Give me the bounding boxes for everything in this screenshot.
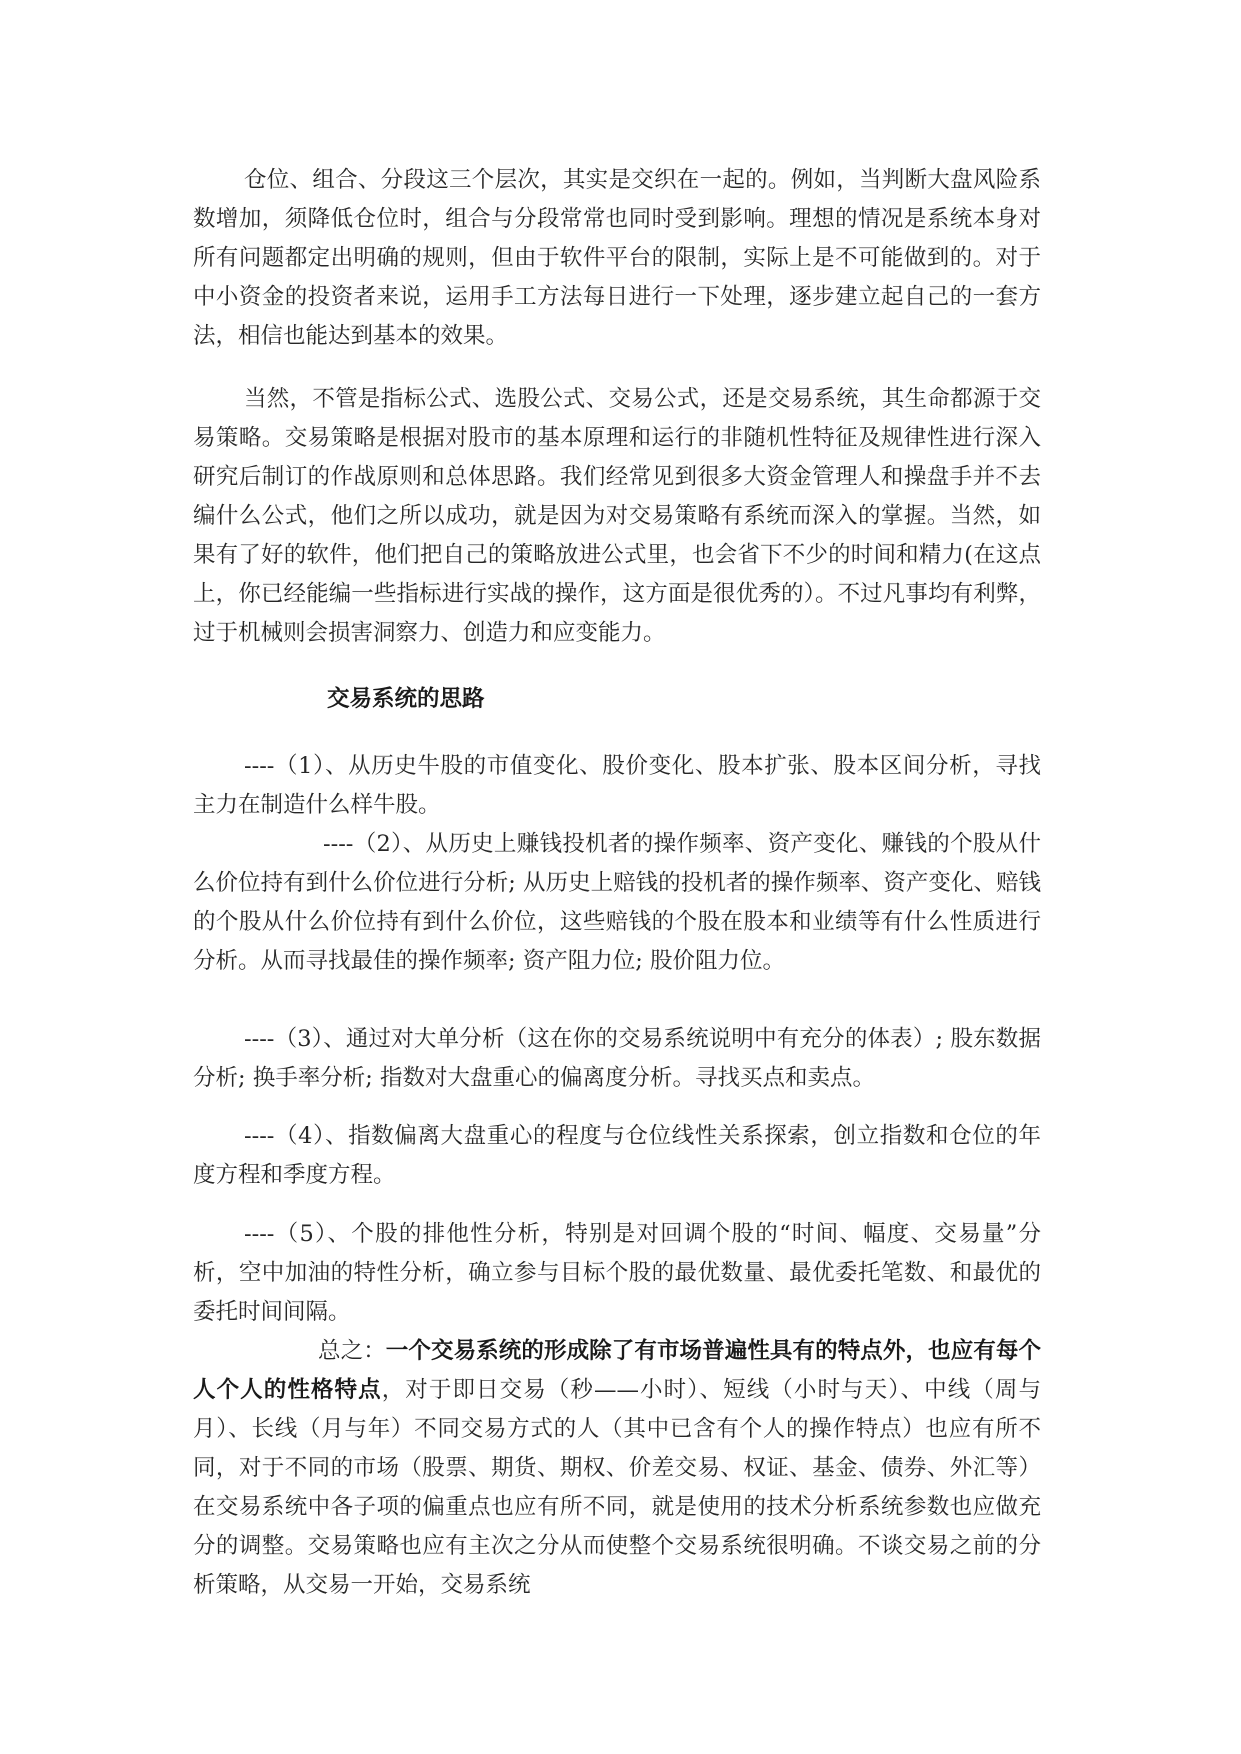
- summary-emphasis: 一个交易系统的形成除了有市场普遍性具有的特点外，也应有每个人个人的性格特点: [193, 1338, 1041, 1403]
- summary-prefix: 总之：: [318, 1338, 386, 1364]
- list-item-2: ----（2）、从历史上赚钱投机者的操作频率、资产变化、赚钱的个股从什么价位持有到什么价位进行分析; 从历史上赔钱的投机者的操作频率、资产变化、赔钱的个股从什么价位持有到什么价位，这些赔钱的个股在股本和业绩等有什么性质进行分析。从而寻找最佳的操作频率; 资产阻力位; 股价阻力位。: [193, 831, 1041, 974]
- summary-paragraph: [193, 1332, 1041, 1605]
- paragraph-position-layers: 仓位、组合、分段这三个层次，其实是交织在一起的。例如，当判断大盘风险系数增加，须降低仓位时，组合与分段常常也同时受到影响。理想的情况是系统本身对所有问题都定出明确的规则，但由于软件平台的限制，实际上是不可能做到的。对于中小资金的投资者来说，运用手工方法每日进行一下处理，逐步建立起自己的一套方法，相信也能达到基本的效果。: [193, 167, 1041, 349]
- list-item-1: ----（1）、从历史牛股的市值变化、股价变化、股本扩张、股本区间分析，寻找主力在制造什么样牛股。: [193, 753, 1041, 818]
- list-item-5: ----（5）、个股的排他性分析，特别是对回调个股的“时间、幅度、交易量”分析，空中加油的特性分析，确立参与目标个股的最优数量、最优委托笔数、和最优的委托时间间隔。: [193, 1221, 1041, 1325]
- list-item-3: ----（3）、通过对大单分析（这在你的交易系统说明中有充分的体表）; 股东数据分析; 换手率分析; 指数对大盘重心的偏离度分析。寻找买点和卖点。: [193, 1026, 1041, 1091]
- section-heading: 交易系统的思路: [327, 686, 485, 712]
- paragraph-trading-strategy: 当然，不管是指标公式、选股公式、交易公式，还是交易系统，其生命都源于交易策略。交易策略是根据对股市的基本原理和运行的非随机性特征及规律性进行深入研究后制订的作战原则和总体思路。我们经常见到很多大资金管理人和操盘手并不去编什么公式，他们之所以成功，就是因为对交易策略有系统而深入的掌握。当然，如果有了好的软件，他们把自己的策略放进公式里，也会省下不少的时间和精力(在这点上，你已经能编一些指标进行实战的操作，这方面是很优秀的）。不过凡事均有利弊，过于机械则会损害洞察力、创造力和应变能力。: [193, 386, 1041, 646]
- summary-body: ，对于即日交易（秒——小时）、短线（小时与天）、中线（周与月）、长线（月与年）不同交易方式的人（其中已含有个人的操作特点）也应有所不同，对于不同的市场（股票、期货、期权、价差交易、权证、基金、债券、外汇等）在交易系统中各子项的偏重点也应有所不同，就是使用的技术分析系统参数也应做充分的调整。交易策略也应有主次之分从而使整个交易系统很明确。不谈交易之前的分析策略，从交易一开始，交易系统: [193, 1377, 1041, 1598]
- list-item-4: ----（4）、指数偏离大盘重心的程度与仓位线性关系探索，创立指数和仓位的年度方程和季度方程。: [193, 1123, 1041, 1188]
